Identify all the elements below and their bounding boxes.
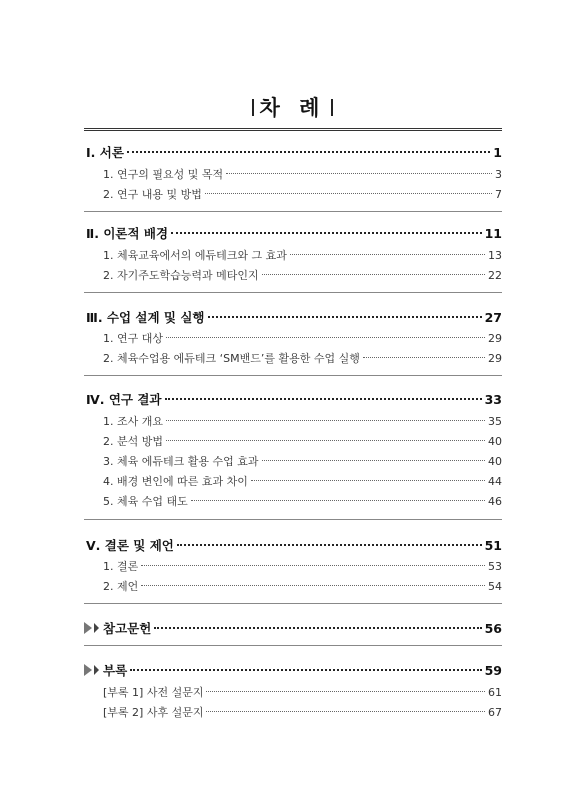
- toc-section-label: Ⅲ. 수업 설계 및 실행: [86, 310, 205, 325]
- toc-item[interactable]: [0, 558, 585, 574]
- toc-section-references[interactable]: [0, 619, 585, 637]
- leader-dots: [141, 565, 485, 566]
- toc-page-number: 40: [488, 435, 502, 448]
- toc-item-label: [부록 1] 사전 설문지: [103, 686, 204, 699]
- toc-page-number: 67: [488, 706, 502, 719]
- toc-item[interactable]: [0, 493, 585, 509]
- toc-section-label: Ⅳ. 연구 결과: [86, 392, 162, 407]
- leader-dots: [166, 420, 485, 421]
- section-divider: [84, 603, 502, 604]
- toc-page-number: 27: [484, 310, 502, 325]
- toc-section-label: Ⅴ. 결론 및 제언: [86, 538, 174, 553]
- toc-item-label: 1. 연구 대상: [103, 332, 163, 345]
- toc-item-label: 2. 체육수업용 에듀테크 ‘SM밴드’를 활용한 수업 실행: [103, 352, 360, 365]
- toc-page-number: 13: [488, 249, 502, 262]
- toc-page-number: 54: [488, 580, 502, 593]
- toc-page-number: 29: [488, 332, 502, 345]
- toc-item-label: 4. 배경 변인에 따른 효과 차이: [103, 475, 248, 488]
- section-divider: [84, 375, 502, 376]
- section-divider: [84, 645, 502, 646]
- toc-item-label: 3. 체육 에듀테크 활용 수업 효과: [103, 455, 259, 468]
- leader-dots: [262, 274, 485, 275]
- toc-page-number: 56: [484, 621, 502, 636]
- toc-section-label: [0, 619, 151, 637]
- leader-dots: [127, 151, 490, 153]
- toc-page-number: 11: [484, 226, 502, 241]
- leader-dots: [208, 316, 482, 318]
- toc-item[interactable]: [0, 267, 585, 283]
- toc-item[interactable]: [0, 578, 585, 594]
- toc-item[interactable]: [0, 330, 585, 346]
- toc-item-label: 1. 조사 개요: [103, 415, 163, 428]
- toc-section-3[interactable]: [0, 308, 585, 326]
- leader-dots: [290, 254, 485, 255]
- toc-section-5[interactable]: [0, 536, 585, 554]
- leader-dots: [130, 669, 481, 671]
- page-title: [0, 92, 585, 122]
- toc-item-label: 5. 체육 수업 태도: [103, 495, 188, 508]
- toc-page-number: 29: [488, 352, 502, 365]
- toc-page-number: 53: [488, 560, 502, 573]
- toc-item-label: 2. 분석 방법: [103, 435, 163, 448]
- leader-dots: [171, 232, 482, 234]
- toc-page-number: 59: [484, 663, 502, 678]
- toc-item-label: 1. 체육교육에서의 에듀테크와 그 효과: [103, 249, 287, 262]
- toc-item-label: 1. 연구의 필요성 및 목적: [103, 168, 224, 181]
- title-text: 차 례: [259, 96, 326, 120]
- toc-item-label: 2. 자기주도학습능력과 메타인지: [103, 269, 259, 282]
- leader-dots: [165, 398, 482, 400]
- toc-item[interactable]: [0, 473, 585, 489]
- arrow-icon: [94, 623, 99, 633]
- toc-page-number: 7: [495, 188, 502, 201]
- toc-item[interactable]: [0, 413, 585, 429]
- toc-item[interactable]: [0, 166, 585, 182]
- leader-dots: [262, 460, 486, 461]
- toc-section-1[interactable]: [0, 143, 585, 161]
- toc-page-number: 33: [484, 392, 502, 407]
- title-divider: [84, 128, 502, 134]
- toc-item[interactable]: [0, 186, 585, 202]
- toc-item[interactable]: [0, 433, 585, 449]
- toc-section-text: 부록: [103, 663, 128, 678]
- title-bar-right: [331, 99, 333, 116]
- toc-page-number: 35: [488, 415, 502, 428]
- toc-page-number: 51: [484, 538, 502, 553]
- toc-item[interactable]: [0, 247, 585, 263]
- leader-dots: [141, 585, 485, 586]
- toc-item-label: [부록 2] 사후 설문지: [103, 706, 204, 719]
- toc-page-number: 1: [493, 145, 502, 160]
- leader-dots: [205, 193, 492, 194]
- toc-section-4[interactable]: [0, 390, 585, 408]
- leader-dots: [191, 500, 485, 501]
- section-divider: [84, 292, 502, 293]
- toc-page-number: 61: [488, 686, 502, 699]
- toc-item[interactable]: [0, 684, 585, 700]
- leader-dots: [251, 480, 485, 481]
- toc-item-label: 1. 결론: [103, 560, 139, 573]
- toc-item[interactable]: [0, 704, 585, 720]
- section-divider: [84, 211, 502, 212]
- leader-dots: [177, 544, 482, 546]
- toc-page-number: 22: [488, 269, 502, 282]
- leader-dots: [206, 711, 485, 712]
- toc-page-number: 3: [495, 168, 502, 181]
- toc-section-text: 참고문헌: [103, 621, 152, 636]
- toc-item-label: 2. 연구 내용 및 방법: [103, 188, 202, 201]
- leader-dots: [166, 337, 485, 338]
- arrow-icon: [84, 622, 92, 634]
- leader-dots: [226, 173, 492, 174]
- toc-page-number: 40: [488, 455, 502, 468]
- toc-section-appendix[interactable]: [0, 661, 585, 679]
- arrow-icon: [94, 665, 99, 675]
- toc-page-number: 46: [488, 495, 502, 508]
- toc-page-number: 44: [488, 475, 502, 488]
- arrow-icon: [84, 664, 92, 676]
- toc-section-label: Ⅰ. 서론: [86, 145, 124, 160]
- section-divider: [84, 519, 502, 520]
- toc-section-label: [0, 661, 127, 679]
- leader-dots: [154, 627, 481, 629]
- toc-item-label: 2. 제언: [103, 580, 139, 593]
- title-bar-left: [252, 99, 254, 116]
- leader-dots: [166, 440, 485, 441]
- leader-dots: [206, 691, 485, 692]
- leader-dots: [363, 357, 485, 358]
- toc-item[interactable]: [0, 350, 585, 366]
- toc-section-2[interactable]: [0, 224, 585, 242]
- toc-section-label: Ⅱ. 이론적 배경: [86, 226, 169, 241]
- toc-item[interactable]: [0, 453, 585, 469]
